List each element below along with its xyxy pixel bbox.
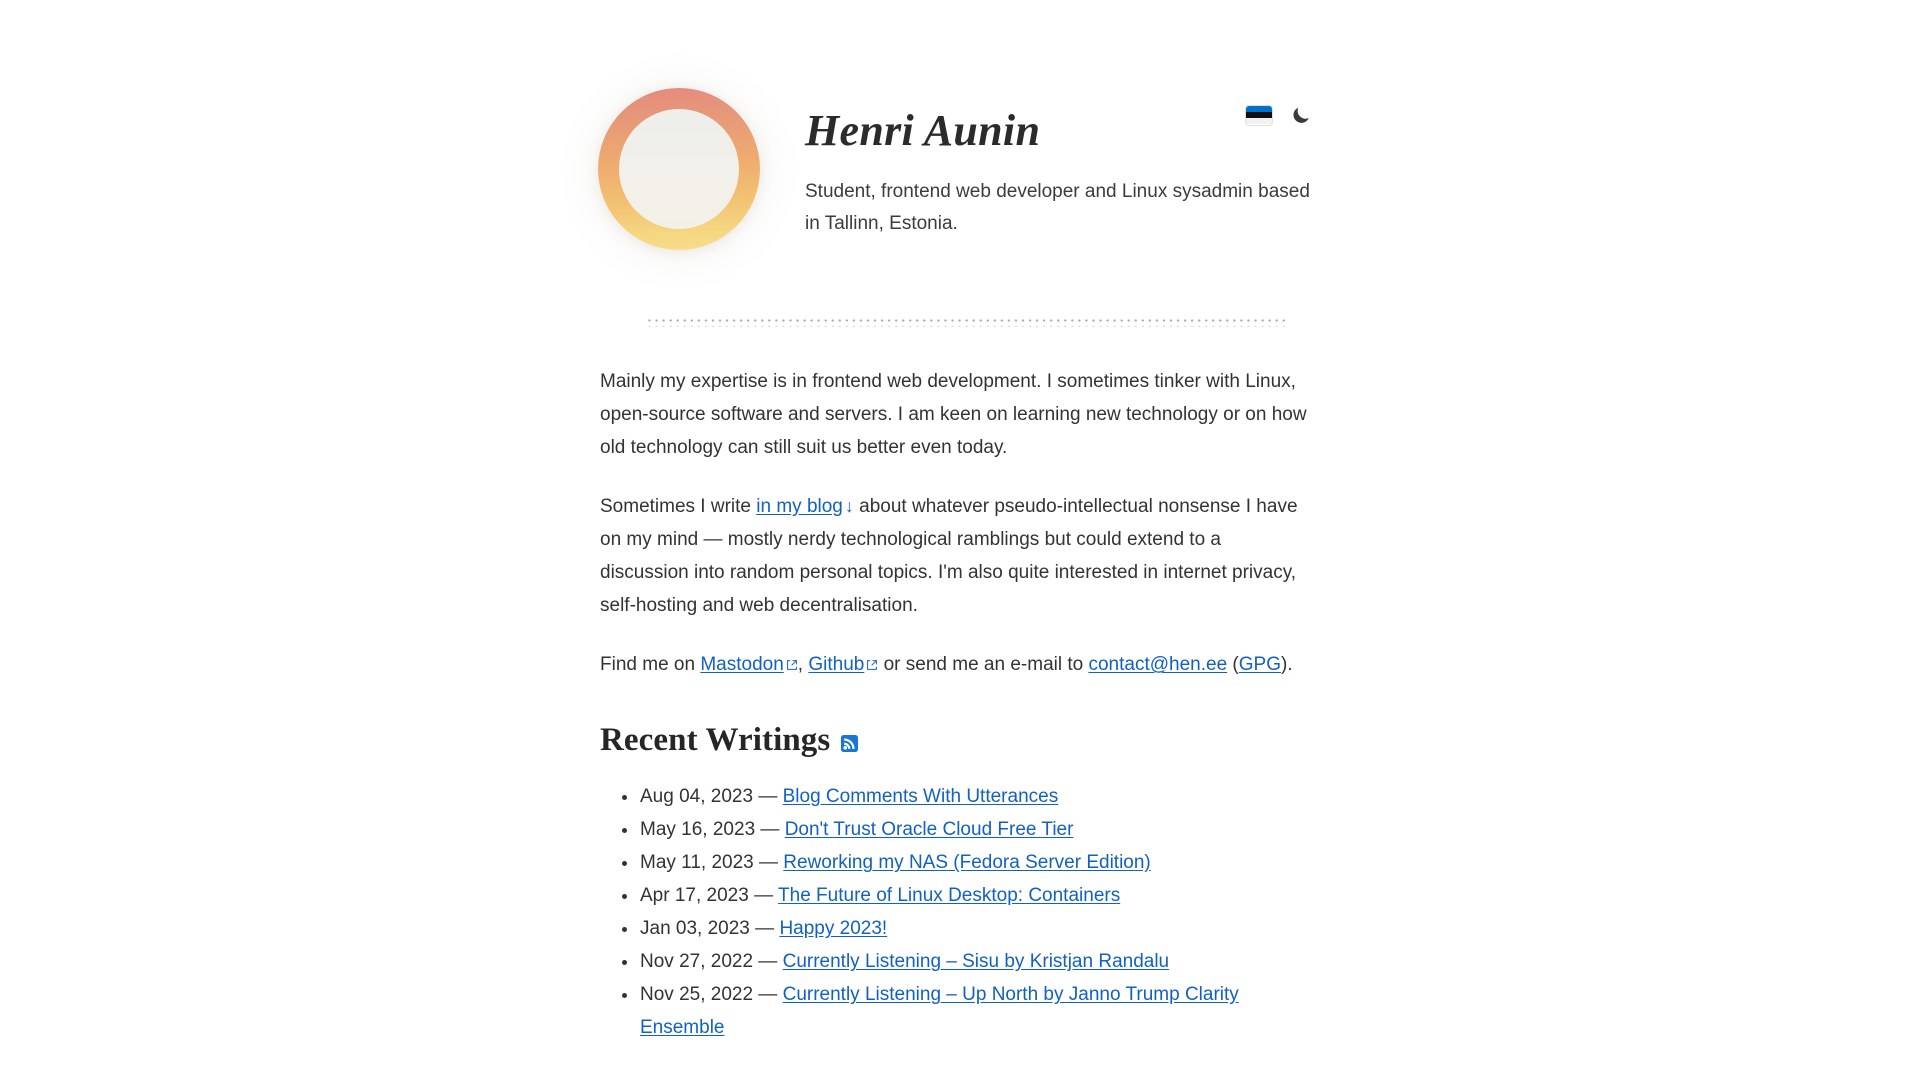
avatar [598,88,760,250]
dotted-divider [646,316,1287,327]
post-link[interactable]: Currently Listening – Up North by Janno Trump Clarity Ensemble [640,984,1239,1039]
theme-toggle-button[interactable] [1290,104,1312,126]
post-date: Aug 04, 2023 [640,786,754,808]
post-dash: — [753,951,783,973]
list-item [600,813,1312,846]
post-link[interactable]: Happy 2023! [779,918,888,940]
rss-feed-link[interactable] [841,729,858,752]
post-date: Jan 03, 2023 [640,918,750,940]
post-link[interactable]: The Future of Linux Desktop: Containers [778,885,1121,907]
arrow-down-icon: ↓ [844,496,854,516]
section-title: Recent Writings [600,722,831,758]
intro-paragraph-3 [600,648,1312,682]
p2-text-before: Sometimes I write [600,496,757,517]
recent-writings-header [600,722,1312,758]
paren-open: ( [1227,654,1239,675]
intro-content [600,365,1312,682]
recent-writings-list [600,780,1312,1039]
post-date: Apr 17, 2023 [640,885,749,907]
post-date: May 11, 2023 [640,852,754,874]
post-dash: — [749,918,780,940]
post-date: Nov 27, 2022 [640,951,754,973]
avatar-ring [598,88,760,250]
header-actions [1246,104,1312,126]
email-link[interactable]: contact@hen.ee [1088,654,1228,675]
moon-icon [1290,104,1312,126]
language-switch-button[interactable] [1246,106,1272,125]
post-dash: — [755,819,785,841]
post-dash: — [753,984,783,1006]
in-my-blog-link[interactable]: in my blog [756,496,843,517]
intro-paragraph-1: Mainly my expertise is in frontend web development. I sometimes tinker with Linux, open-source software and servers. I am keen on learning new technology or on how old technology can still suit us better even today. [600,371,1307,458]
external-link-icon [786,649,798,682]
paren-close: ). [1281,654,1293,675]
intro-paragraph-2 [600,490,1312,622]
external-link-icon [866,649,878,682]
post-link[interactable]: Don't Trust Oracle Cloud Free Tier [784,819,1074,841]
post-link[interactable]: Blog Comments With Utterances [782,786,1059,808]
post-dash: — [753,786,783,808]
list-item [600,978,1312,1039]
p2-text-after: about whatever pseudo-intellectual nonsense I have on my mind — mostly nerdy technological ramblings but could extend to a discussion into random personal topics. I'm also quite interested in internet privacy, self-hosting and web decentralisation. [600,496,1298,616]
post-date: May 16, 2023 [640,819,756,841]
content-column [600,0,1312,1039]
p3-text-middle: or send me an e-mail to [878,654,1089,675]
estonia-flag-icon [1246,106,1272,125]
list-item [600,780,1312,813]
post-date: Nov 25, 2022 [640,984,754,1006]
p3-separator: , [797,654,809,675]
post-dash: — [753,852,784,874]
post-link[interactable]: Currently Listening – Sisu by Kristjan Randalu [782,951,1170,973]
site-tagline: Student, frontend web developer and Linux sysadmin based in Tallinn, Estonia. [805,181,1310,235]
list-item [600,846,1312,879]
site-header [600,0,1312,250]
list-item [600,912,1312,945]
gpg-link[interactable]: GPG [1238,654,1281,675]
post-dash: — [748,885,779,907]
github-link[interactable]: Github [808,654,865,675]
p3-text-before: Find me on [600,654,701,675]
page-title: Henri Aunin [805,106,1041,155]
post-link[interactable]: Reworking my NAS (Fedora Server Edition) [783,852,1151,874]
list-item [600,945,1312,978]
rss-icon [841,735,858,752]
header-text-block [805,88,1312,240]
list-item [600,879,1312,912]
mastodon-link[interactable]: Mastodon [700,654,784,675]
